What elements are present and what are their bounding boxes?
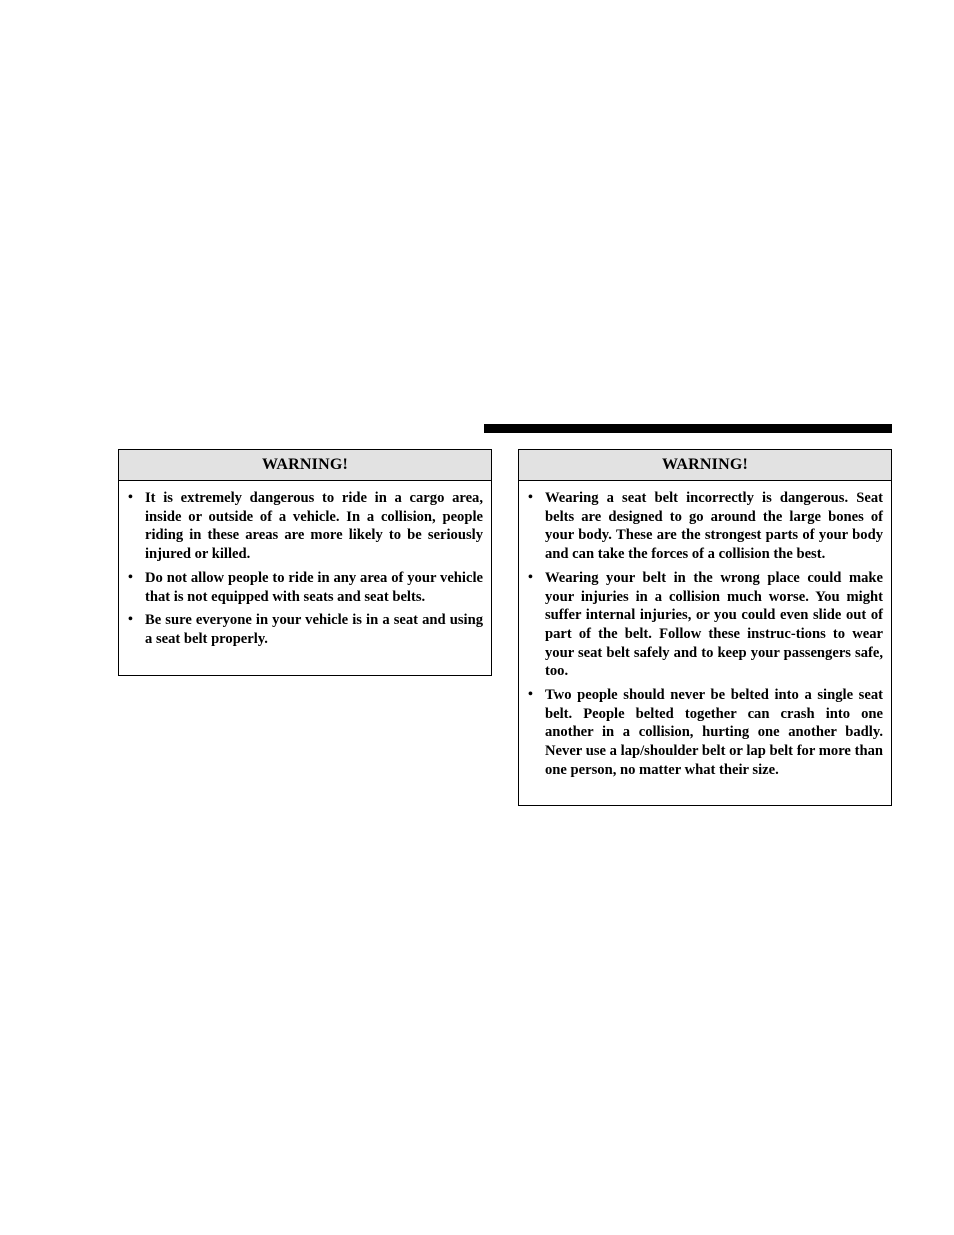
warning-text: Do not allow people to ride in any area of your vehicle that is not equipped with seats and seat belts. [145,569,483,605]
warning-box-cargo [118,449,492,676]
warning-text: Two people should never be belted into a single seat belt. People belted together can crash into one another in a collision, hurting one another badly. Never use a lap/shoulder belt or lap belt for more than one person, no matter what their size. [545,687,883,778]
warning-list [119,481,491,649]
list-item [528,569,883,681]
list-item [128,569,483,606]
warning-box-seat-belt [518,449,892,806]
list-item [128,611,483,648]
list-item [128,489,483,564]
section-divider-bar [484,424,892,433]
warning-text: Wearing your belt in the wrong place could make your injuries in a collision much worse. You might suffer internal injuries, or you could even slide out of part of the belt. Follow these instruc-tions to wear your seat belt safely and to keep your passengers safe, too. [545,569,883,680]
warning-list [519,481,891,780]
bullet-icon: • [528,490,533,505]
bullet-icon: • [128,569,133,585]
bullet-icon: • [128,612,133,628]
warning-heading: WARNING! [119,450,491,481]
warning-text: Wearing a seat belt incorrectly is dangerous. Seat belts are designed to go around the large bones of your body. These are the strongest parts of your body and can take the forces of a collision the best. [545,490,883,563]
list-item [528,686,883,780]
warning-text: Be sure everyone in your vehicle is in a seat and using a seat belt properly. [145,612,483,647]
bullet-icon: • [528,569,533,585]
warning-text: It is extremely dangerous to ride in a cargo area, inside or outside of a vehicle. In a collision, people riding in these areas are more likely to be seriously injured or killed. [145,490,483,563]
list-item [528,489,883,564]
bullet-icon: • [128,490,133,505]
bullet-icon: • [528,687,533,703]
warning-heading: WARNING! [519,450,891,481]
